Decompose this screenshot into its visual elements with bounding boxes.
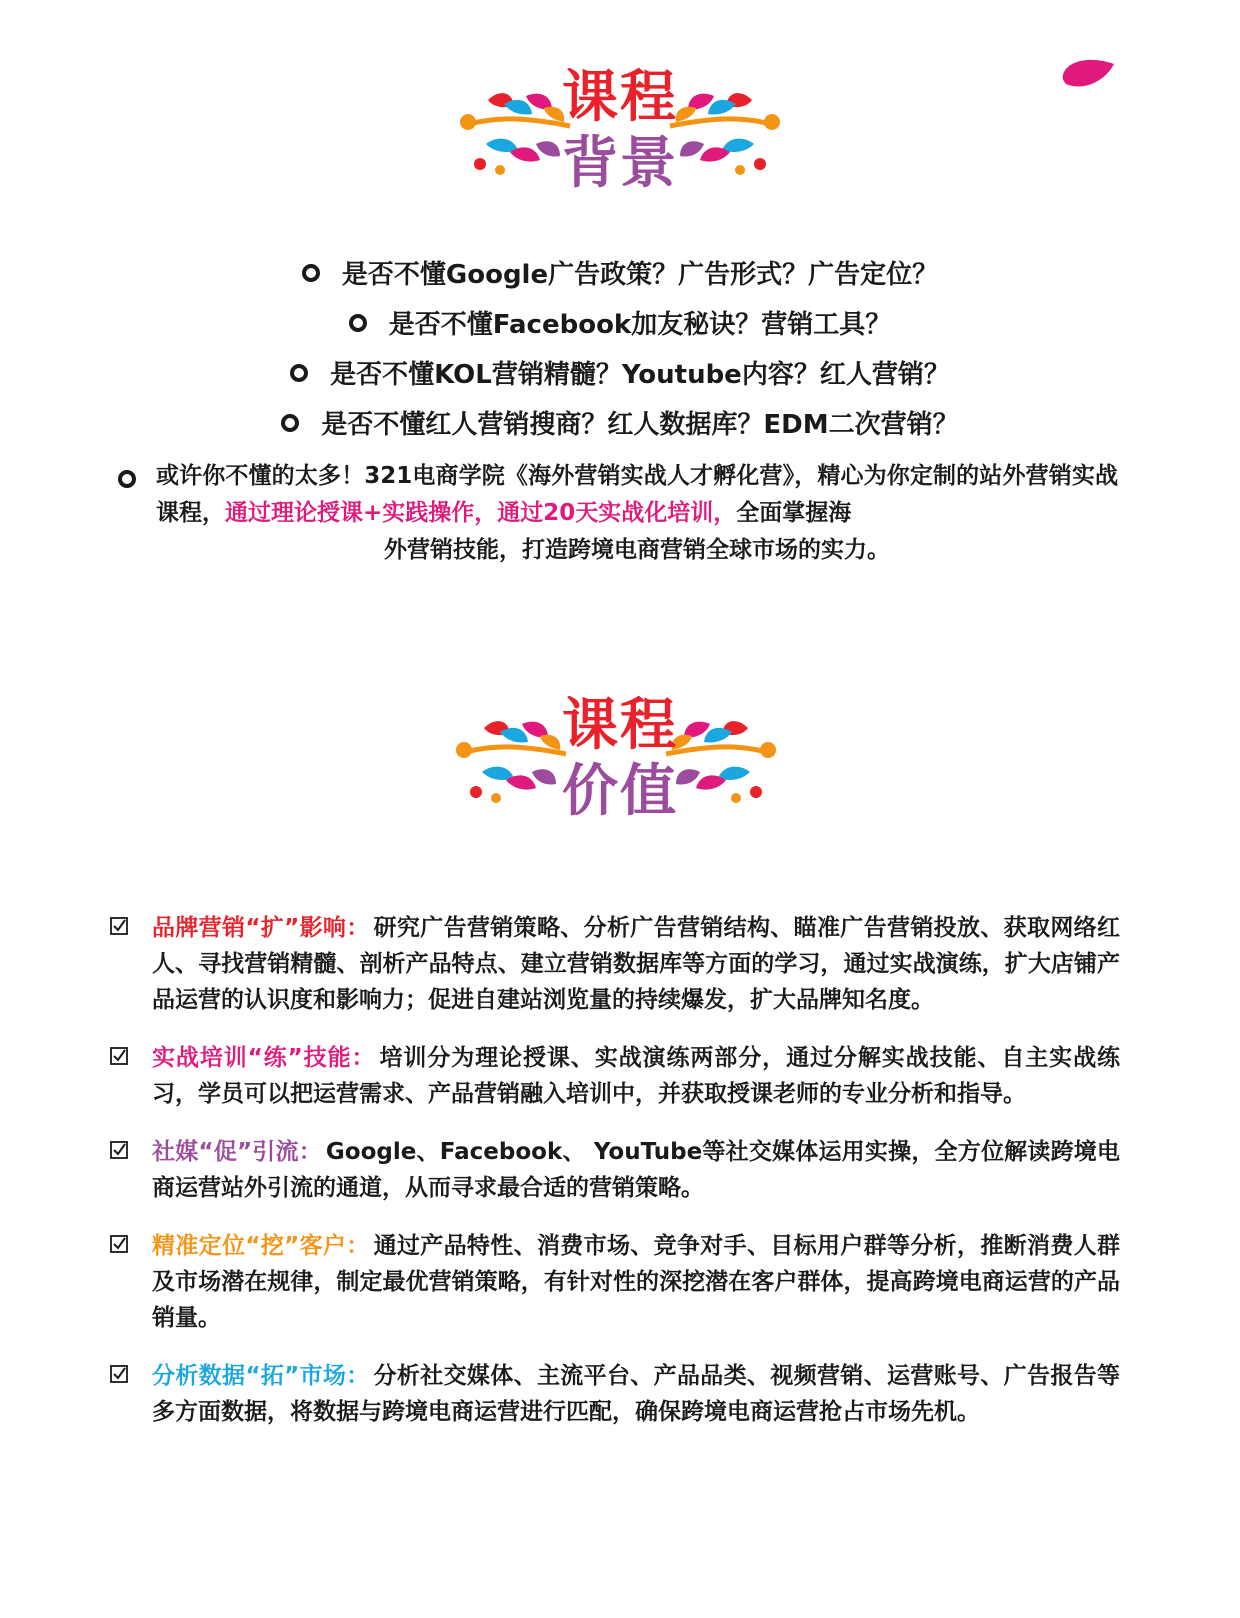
list-item	[0, 250, 1240, 300]
summary-paragraph	[156, 458, 1118, 569]
checkbox-checked-icon	[110, 1365, 128, 1383]
value-item-body: 培训分为理论授课、实战演练两部分，通过分解实战技能、自主实战练习，学员可以把运营需求、产品营销融入培训中，并获取授课老师的专业分析和指导。	[152, 1045, 1121, 1107]
list-item	[110, 1134, 1120, 1206]
heading-bottom-word: 价值	[562, 759, 678, 824]
ring-bullet-icon	[118, 470, 136, 488]
value-item-body: 分析社交媒体、主流平台、产品品类、视频营销、运营账号、广告报告等多方面数据，将数据与跨境电商运营进行匹配，确保跨境电商运营抢占市场先机。	[152, 1363, 1121, 1425]
list-item-text: 是否不懂红人营销搜商？红人数据库？EDM二次营销？	[321, 410, 959, 440]
summary-text: 或许你不懂的太多！321电商学院《海外营销实战人才孵化营》，精心为你定制的站外营销实战课程，	[156, 463, 1118, 526]
value-item-title: 社媒“促”引流：	[152, 1139, 322, 1165]
value-item-text	[152, 1134, 1120, 1206]
background-summary	[118, 458, 1118, 569]
ring-bullet-icon	[302, 264, 320, 282]
summary-text-last: 外营销技能，打造跨境电商营销全球市场的实力。	[384, 537, 890, 563]
value-item-body: 研究广告营销策略、分析广告营销结构、瞄准广告营销投放、获取网络红人、寻找营销精髓、剖析产品特点、建立营销数据库等方面的学习，通过实战演练，扩大店铺产品运营的认识度和影响力；促进自建站浏览量的持续爆发，扩大品牌知名度。	[152, 915, 1121, 1013]
value-item-title: 分析数据“拓”市场：	[152, 1363, 370, 1389]
list-item	[0, 400, 1240, 450]
heading-bottom-text	[0, 760, 1240, 824]
list-item	[110, 910, 1120, 1018]
heading-top-word: 课程	[562, 65, 678, 130]
value-item-text	[152, 1040, 1120, 1112]
list-item	[110, 1358, 1120, 1430]
heading-top-word: 课程	[562, 693, 678, 758]
heading-bottom-word: 背景	[562, 131, 678, 196]
checkbox-checked-icon	[110, 1235, 128, 1253]
summary-text-cont: 全面掌握海	[736, 500, 852, 526]
list-item-text: 是否不懂Google广告政策？广告形式？广告定位？	[341, 260, 939, 290]
list-item-text: 是否不懂KOL营销精髓？Youtube内容？红人营销？	[330, 360, 950, 390]
heading-bottom-text	[0, 132, 1240, 196]
background-question-list	[0, 250, 1240, 450]
checkbox-checked-icon	[110, 1047, 128, 1065]
list-item	[0, 300, 1240, 350]
value-item-body: 通过产品特性、消费市场、竞争对手、目标用户群等分析，推断消费人群及市场潜在规律，制定最优营销策略，有针对性的深挖潜在客户群体，提高跨境电商运营的产品销量。	[152, 1233, 1121, 1331]
value-item-text	[152, 1358, 1120, 1430]
summary-highlight: 通过理论授课+实践操作，通过20天实战化培训，	[225, 500, 737, 526]
value-heading	[0, 688, 1240, 838]
value-item-title: 实战培训“练”技能：	[152, 1045, 376, 1071]
list-item	[110, 1040, 1120, 1112]
value-item-text	[152, 1228, 1120, 1336]
ring-bullet-icon	[290, 364, 308, 382]
ring-bullet-icon	[349, 314, 367, 332]
background-heading	[0, 60, 1240, 210]
value-item-body: Google、Facebook、 YouTube等社交媒体运用实操，全方位解读跨境电商运营站外引流的通道，从而寻求最合适的营销策略。	[152, 1139, 1121, 1201]
value-item-text	[152, 910, 1120, 1018]
heading-top-text	[0, 694, 1240, 758]
heading-top-text	[0, 66, 1240, 130]
value-item-title: 精准定位“挖”客户：	[152, 1233, 370, 1259]
list-item	[0, 350, 1240, 400]
ring-bullet-icon	[281, 414, 299, 432]
value-item-title: 品牌营销“扩”影响：	[152, 915, 370, 941]
checkbox-checked-icon	[110, 917, 128, 935]
list-item	[110, 1228, 1120, 1336]
list-item-text: 是否不懂Facebook加友秘诀？营销工具？	[388, 310, 892, 340]
value-list	[110, 910, 1120, 1452]
checkbox-checked-icon	[110, 1141, 128, 1159]
